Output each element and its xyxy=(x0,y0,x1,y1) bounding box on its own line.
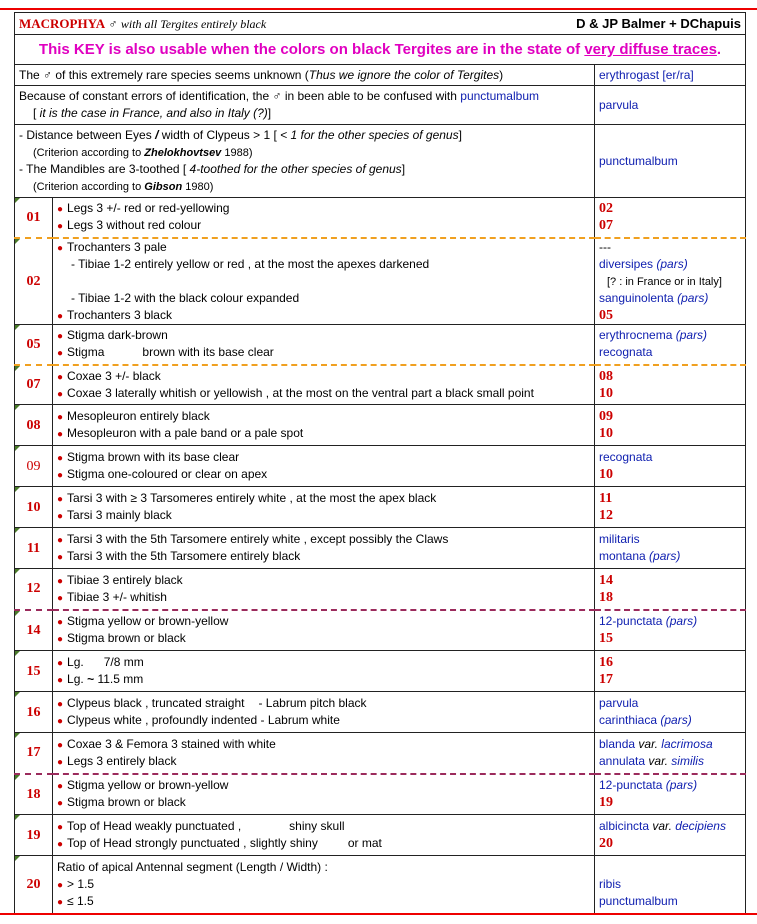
couplet-result: ribis punctumalbum xyxy=(595,856,746,914)
couplet-result: 12-punctata (pars) 15 xyxy=(595,610,746,651)
couplet-text: ● Top of Head weakly punctuated , shiny skull ● Top of Head strongly punctuated , slightly shiny or mat xyxy=(53,815,595,856)
couplet-text: ● Stigma yellow or brown-yellow ● Stigma brown or black xyxy=(53,610,595,651)
authors: D & JP Balmer + DChapuis xyxy=(576,15,742,31)
couplet-text: ● Mesopleuron entirely black ● Mesopleuron with a pale band or a pale spot xyxy=(53,405,595,446)
couplet-number: 17 xyxy=(15,733,53,774)
intro-result-1: erythrogast [er/ra] xyxy=(595,65,746,86)
couplet-text: ● Clypeus black , truncated straight - Labrum pitch black ● Clypeus white , profoundly indented - Labrum white xyxy=(53,692,595,733)
couplet-result: --- diversipes (pars) [? : in France or in Italy] sanguinolenta (pars) 05 xyxy=(595,238,746,325)
couplet-17 xyxy=(15,733,746,774)
couplet-text: ● Coxae 3 +/- black ● Coxae 3 laterally whitish or yellowish , at the most on the ventral part a black small point xyxy=(53,365,595,405)
intro-row-3 xyxy=(15,125,746,198)
intro-result-2: parvula xyxy=(595,86,746,125)
couplet-text: ● Tibiae 3 entirely black ● Tibiae 3 +/- whitish xyxy=(53,569,595,610)
header-cell xyxy=(15,13,746,35)
couplet-text: ● Lg. 7/8 mm ● Lg. ~ 11.5 mm xyxy=(53,651,595,692)
couplet-number: 12 xyxy=(15,569,53,610)
couplet-text: Ratio of apical Antennal segment (Length / Width) : ● > 1.5 ● ≤ 1.5 xyxy=(53,856,595,914)
intro-row-1 xyxy=(15,65,746,86)
couplet-number: 18 xyxy=(15,774,53,815)
couplet-text: ● Stigma brown with its base clear ● Stigma one-coloured or clear on apex xyxy=(53,446,595,487)
banner-end: . xyxy=(716,41,722,58)
couplet-01 xyxy=(15,198,746,238)
couplet-result: 11 12 xyxy=(595,487,746,528)
couplet-number: 07 xyxy=(15,365,53,405)
intro-result-3: punctumalbum xyxy=(595,125,746,198)
couplet-number: 20 xyxy=(15,856,53,914)
couplet-text: ● Tarsi 3 with ≥ 3 Tarsomeres entirely white , at the most the apex black ● Tarsi 3 mainly black xyxy=(53,487,595,528)
couplet-text: ● Legs 3 +/- red or red-yellowing ● Legs 3 without red colour xyxy=(53,198,595,238)
bottom-red-rule xyxy=(0,913,757,915)
couplet-number: 14 xyxy=(15,610,53,651)
couplet-11 xyxy=(15,528,746,569)
couplet-result: 02 07 xyxy=(595,198,746,238)
couplet-result: recognata 10 xyxy=(595,446,746,487)
genus-title: MACROPHYA xyxy=(19,15,106,31)
couplet-result: albicincta var. decipiens 20 xyxy=(595,815,746,856)
couplet-12 xyxy=(15,569,746,610)
couplet-text: ● Stigma dark-brown ● Stigma brown with its base clear xyxy=(53,325,595,365)
subtitle: with all Tergites entirely black xyxy=(120,16,267,31)
couplet-result: erythrocnema (pars) recognata xyxy=(595,325,746,365)
couplet-text: ● Trochanters 3 pale - Tibiae 1-2 entirely yellow or red , at the most the apexes darkened - Tibiae 1-2 with the black colour expanded ● Trochanters 3 black xyxy=(53,238,595,325)
intro-row-2 xyxy=(15,86,746,125)
couplet-number: 01 xyxy=(15,198,53,238)
couplet-14 xyxy=(15,610,746,651)
couplet-18 xyxy=(15,774,746,815)
couplet-number: 15 xyxy=(15,651,53,692)
couplet-16 xyxy=(15,692,746,733)
couplet-19 xyxy=(15,815,746,856)
identification-key-table xyxy=(14,12,746,914)
top-red-rule xyxy=(0,8,757,10)
banner xyxy=(15,35,746,65)
intro-text-2: Because of constant errors of identification, the ♂ in been able to be confused with punctumalbum [ it is the case in France, and also in Italy (?)] xyxy=(15,86,595,125)
couplet-number: 02 xyxy=(15,238,53,325)
couplet-number: 09 xyxy=(15,446,53,487)
intro-text-3: - Distance between Eyes / width of Clypeus > 1 [ < 1 for the other species of genus] (Criterion according to Zhelokhovtsev 1988) - The Mandibles are 3-toothed [ 4-toothed for the other species of genus] (Criterion according to Gibson 1980) xyxy=(15,125,595,198)
couplet-text: ● Stigma yellow or brown-yellow ● Stigma brown or black xyxy=(53,774,595,815)
couplet-result: militaris montana (pars) xyxy=(595,528,746,569)
couplet-result: 09 10 xyxy=(595,405,746,446)
banner-underlined: very diffuse traces xyxy=(584,41,717,58)
couplet-08 xyxy=(15,405,746,446)
couplet-result: 14 18 xyxy=(595,569,746,610)
couplet-result: parvula carinthiaca (pars) xyxy=(595,692,746,733)
couplet-05 xyxy=(15,325,746,365)
couplet-result: 08 10 xyxy=(595,365,746,405)
couplet-result: 16 17 xyxy=(595,651,746,692)
couplet-15 xyxy=(15,651,746,692)
banner-row xyxy=(15,35,746,65)
couplet-result: blanda var. lacrimosa annulata var. similis xyxy=(595,733,746,774)
couplet-02 xyxy=(15,238,746,325)
couplet-result: 12-punctata (pars) 19 xyxy=(595,774,746,815)
couplet-number: 19 xyxy=(15,815,53,856)
couplet-text: ● Tarsi 3 with the 5th Tarsomere entirely white , except possibly the Claws ● Tarsi 3 with the 5th Tarsomere entirely black xyxy=(53,528,595,569)
intro-text-1: The ♂ of this extremely rare species seems unknown (Thus we ignore the color of Tergites) xyxy=(15,65,595,86)
male-symbol: ♂ xyxy=(108,16,118,31)
couplet-number: 11 xyxy=(15,528,53,569)
couplet-20 xyxy=(15,856,746,914)
banner-text: This KEY is also usable when the colors on black Tergites are in the state of xyxy=(38,41,585,58)
couplet-10 xyxy=(15,487,746,528)
couplet-number: 08 xyxy=(15,405,53,446)
couplet-09 xyxy=(15,446,746,487)
couplet-number: 10 xyxy=(15,487,53,528)
couplet-number: 05 xyxy=(15,325,53,365)
header-row xyxy=(15,13,746,35)
couplet-07 xyxy=(15,365,746,405)
couplet-text: ● Coxae 3 & Femora 3 stained with white ● Legs 3 entirely black xyxy=(53,733,595,774)
couplet-number: 16 xyxy=(15,692,53,733)
